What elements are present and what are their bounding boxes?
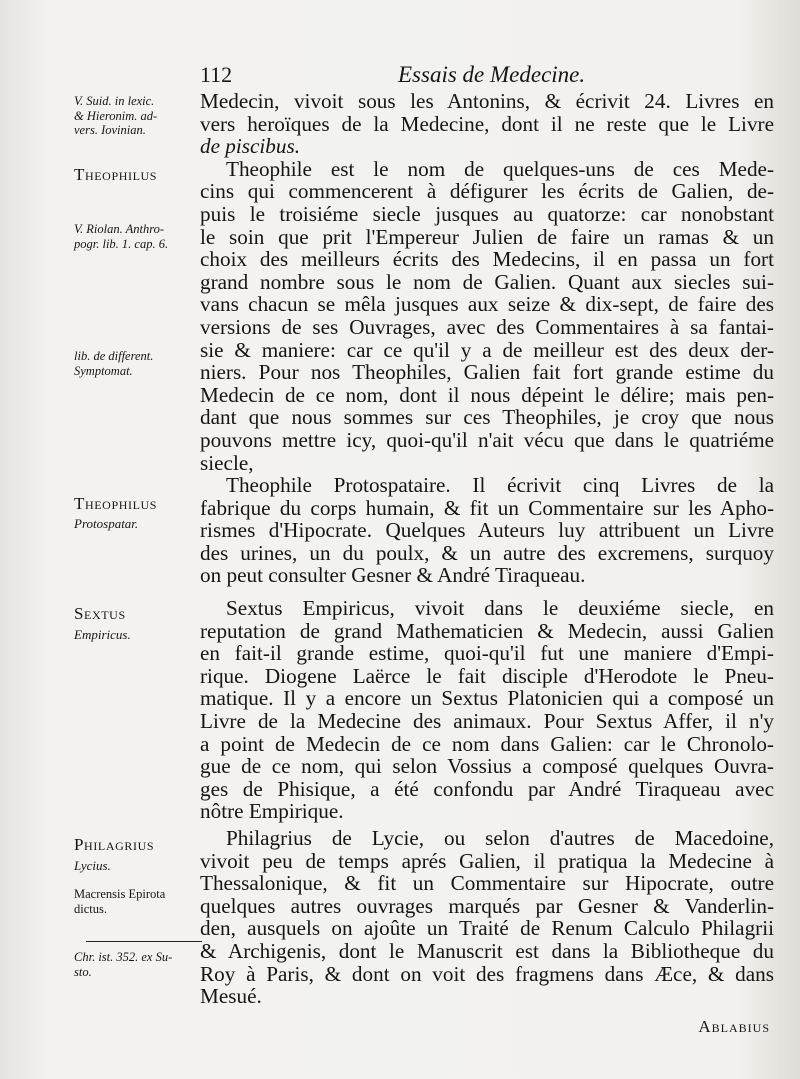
margin-rule	[86, 941, 202, 942]
paragraph-theophile: Theophile est le nom de quelques-uns de ces Mede- cins qui commencerent à défigurer les écrits de Galien, de- puis le troisiéme siecle jusques au quatorze: car nonobstant le soin que prit l'Empereur Julien de faire un ramas & un choix des meilleurs écrits des Medecins, il en passa un fort grand nombre sous le nom de Galien. Quant aux siecles sui- vans chacun se mêla jusques aux seize & dix-sept, de faire des versions de ses Ouvrages, avec des Commentaires à sa fantai- sie & maniere: car ce qu'il y a de meilleur est des deux der- niers. Pour nos Theophiles, Galien fait fort grande estime du Medecin de ce nom, dont il nous dépeint le délire; mais pen- dant que nous sommes sur ces Theophiles, je croy que nous pouvons mettre icy, quoi-qu'il n'ait vécu que dans le quatriéme siecle,	[200, 156, 774, 475]
margin-note-suidas: V. Suid. in lexic. & Hieronim. ad- vers. Iovinian.	[74, 94, 158, 137]
main-text	[200, 90, 774, 1008]
margin-sub-lycius: Lycius.	[74, 858, 111, 873]
paragraph-philagrius: Philagrius de Lycie, ou selon d'autres de Macedoine, vivoit peu de temps aprés Galien, il pratiqua la Medecine à Thessalonique, & fit un Commentaire sur Hipocrate, outre quelques autres ouvrages marqués par Gesner & Vanderlin- den, ausquels on ajoûte un Traité de Renum Calculo Philagrii & Archigenis, dont le Manuscrit est dans la Bibliotheque du Roy à Paris, & dont on voit des fragmens dans Æce, & dans Mesué.	[200, 826, 774, 1009]
margin-note-symptomat: lib. de different. Symptomat.	[74, 349, 154, 378]
paragraph-sextus: Sextus Empiricus, vivoit dans le deuxiéme siecle, en reputation de grand Mathematicien & Medecin, aussi Galien en fait-il grande estime, quoi-qu'il fut une maniere d'Empi- rique. Diogene Laërce le fait disciple d'Herodote le Pneu- matique. Il y a encore un Sextus Platonicien qui a composé un Livre de la Medecine des animaux. Pour Sextus Affer, il n'y a point de Medecin de ce nom dans Galien: car le Chronolo- gue de ce nom, qui selon Vossius a composé quelques Ouvra- ges de Phisique, a été confondu par André Tiraqueau avec nôtre Empirique.	[200, 596, 774, 824]
margin-heading-theophilus-2: Theophilus	[74, 494, 158, 513]
paragraph-p1: Medecin, vivoit sous les Antonins, & écrivit 24. Livres en vers heroïques de la Medecine, dont il ne reste que le Livre de piscibus.	[200, 89, 774, 159]
margin-note-riolan: V. Riolan. Anthro- pogr. lib. 1. cap. 6.	[74, 222, 169, 251]
page-header	[200, 62, 780, 92]
catchword: Ablabius	[698, 1017, 770, 1036]
margin-heading-theophilus: Theophilus	[74, 165, 158, 184]
page-number: 112	[200, 62, 233, 87]
margin-heading-sextus: Sextus	[74, 604, 126, 623]
margin-sub-protospatar: Protospatar.	[74, 516, 139, 531]
margin-sub-empiricus: Empiricus.	[74, 627, 131, 642]
running-title: Essais de Medecine.	[398, 62, 586, 87]
margin-note-chris: Chr. ist. 352. ex Su- sto.	[74, 950, 173, 979]
margin-note-macrensis: Macrensis Epirota dictus.	[74, 887, 166, 916]
paragraph-theophile-protospataire: Theophile Protospataire. Il écrivit cinq Livres de la fabrique du corps humain, & fit un Commentaire sur les Apho- rismes d'Hipocrate. Quelques Auteurs luy attribuent un Livre des urines, un du poulx, & un autre des excremens, surquoy on peut consulter Gesner & André Tiraqueau.	[200, 473, 774, 588]
margin-heading-philagrius: Philagrius	[74, 835, 155, 854]
